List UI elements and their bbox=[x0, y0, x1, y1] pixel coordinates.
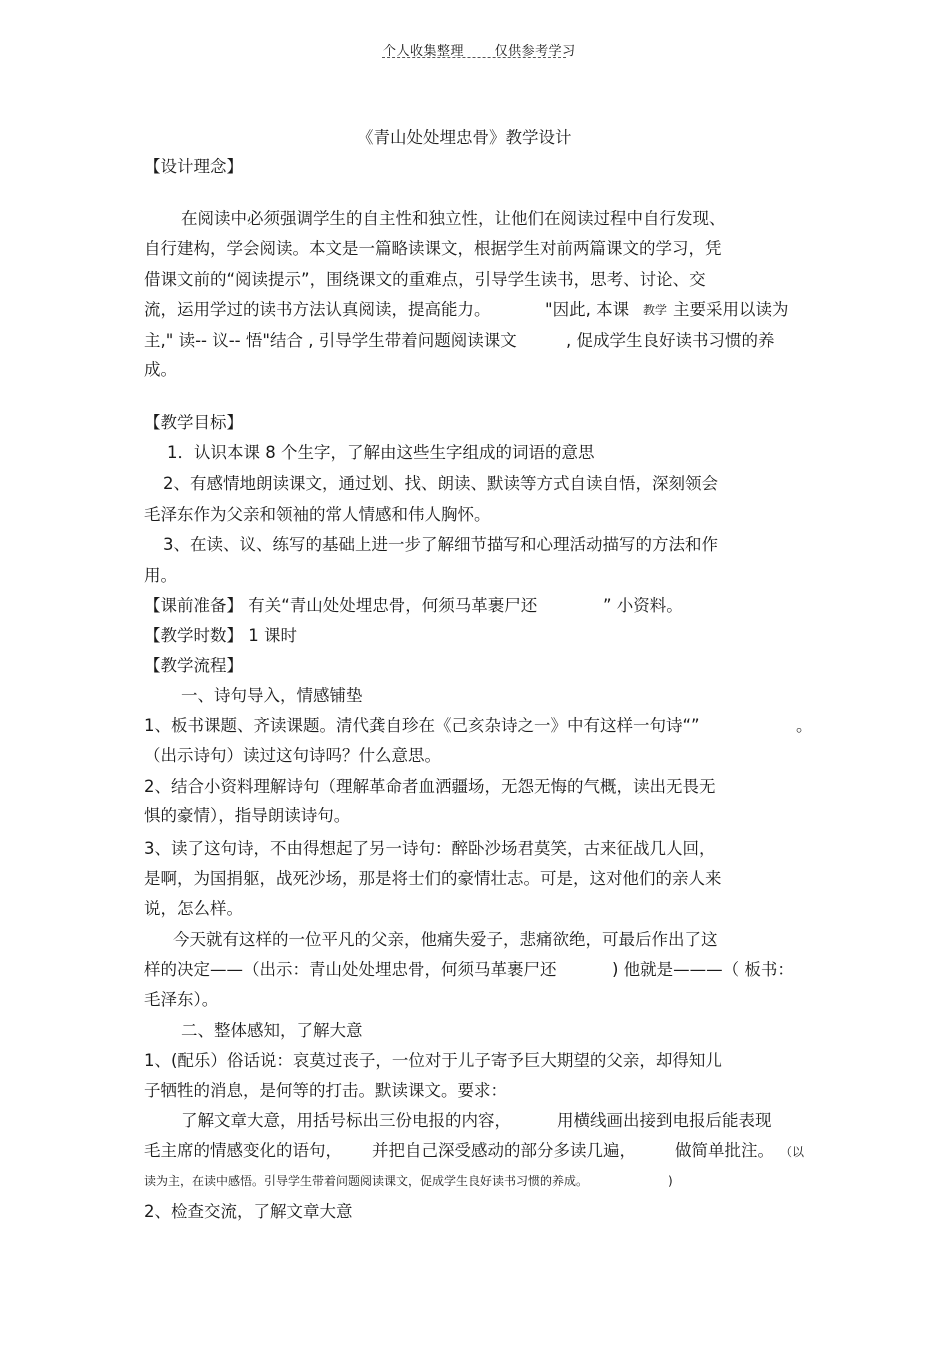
step-line: 是啊，为国捐躯，战死沙场，那是将士们的豪情壮志。可是，这对他们的亲人来 bbox=[144, 869, 722, 888]
step-line: 1、(配乐）俗话说：哀莫过丧子，一位对于儿子寄予巨大期望的父亲，却得知儿 bbox=[144, 1051, 722, 1070]
paragraph-line: 自行建构，学会阅读。本文是一篇略读课文，根据学生对前两篇课文的学习，凭 bbox=[144, 239, 722, 258]
note-line: 读为主，在读中感悟。引导学生带着问题阅读课文，促成学生良好读书习惯的养成。 bbox=[144, 1174, 589, 1188]
section-heading-design-concept: 【设计理念】 bbox=[144, 157, 243, 176]
step-fragment: 。 bbox=[796, 716, 813, 735]
step-line: 2、结合小资料理解诗句（理解革命者血洒疆场，无怨无悔的气概，读出无畏无 bbox=[144, 777, 716, 796]
paragraph-fragment: , 促成学生良好读书习惯的养 bbox=[566, 331, 775, 350]
section-preparation: 【课前准备】 有关“青山处处埋忠骨，何须马革裹尸还 bbox=[144, 596, 538, 615]
goal-item-1: 1．认识本课 8 个生字，了解由这些生字组成的词语的意思 bbox=[167, 443, 595, 462]
paragraph-line: 流，运用学过的读书方法认真阅读，提高能力。 bbox=[144, 300, 491, 319]
paragraph-line: 主," 读-- 议-- 悟"结合 , 引导学生带着问题阅读课文 bbox=[144, 331, 517, 350]
step-line: 今天就有这样的一位平凡的父亲，他痛失爱子，悲痛欲绝，可最后作出了这 bbox=[173, 930, 718, 949]
step-line: 样的决定——（出示：青山处处埋忠骨，何须马革裹尸还 bbox=[144, 960, 557, 979]
paragraph-fragment-small: 教学 bbox=[643, 303, 668, 317]
paragraph-fragment: 主要采用以读为 bbox=[673, 300, 789, 319]
paragraph-line: 借课文前的“阅读提示”，围绕课文的重难点，引导学生读书，思考、讨论、交 bbox=[144, 270, 706, 289]
step-heading-2: 二、整体感知，了解大意 bbox=[181, 1021, 363, 1040]
goal-item-3-cont: 用。 bbox=[144, 566, 177, 585]
goal-item-2: 2、有感情地朗读课文，通过划、找、朗读、默读等方式自读自悟，深刻领会 bbox=[163, 474, 718, 493]
step-line: 子牺牲的消息，是何等的打击。默读课文。要求： bbox=[144, 1081, 507, 1100]
step-heading-1: 一、诗句导入，情感铺垫 bbox=[181, 686, 363, 705]
goal-item-3: 3、在读、议、练写的基础上进一步了解细节描写和心理活动描写的方法和作 bbox=[163, 535, 718, 554]
step-fragment: 并把自己深受感动的部分多读几遍， bbox=[372, 1141, 636, 1160]
step-line: 了解文章大意，用括号标出三份电报的内容， bbox=[181, 1111, 511, 1130]
document-title: 《青山处处埋忠骨》教学设计 bbox=[357, 128, 572, 147]
step-line: 2、检查交流，了解文章大意 bbox=[144, 1202, 353, 1221]
step-fragment: 用横线画出接到电报后能表现 bbox=[557, 1111, 772, 1130]
note-fragment: ) bbox=[668, 1174, 673, 1188]
note-fragment: （以 bbox=[780, 1145, 805, 1159]
step-line: 3、读了这句诗，不由得想起了另一诗句：醉卧沙场君莫笑，古来征战几人回， bbox=[144, 839, 716, 858]
step-line: 1、板书课题、齐读课题。清代龚自珍在《己亥杂诗之一》中有这样一句诗“” bbox=[144, 716, 700, 735]
step-line: 说，怎么样。 bbox=[144, 899, 243, 918]
step-line: 毛泽东）。 bbox=[144, 990, 219, 1009]
paragraph-line: 在阅读中必须强调学生的自主性和独立性，让他们在阅读过程中自行发现、 bbox=[181, 209, 726, 228]
header-left-text: 个人收集整理 bbox=[383, 44, 465, 59]
section-teaching-hours: 【教学时数】 1 课时 bbox=[144, 626, 297, 645]
paragraph-fragment: "因此, 本课 bbox=[545, 300, 630, 319]
goal-item-2-cont: 毛泽东作为父亲和领袖的常人情感和伟人胸怀。 bbox=[144, 505, 491, 524]
header-right-text: 仅供参考学习 bbox=[494, 44, 576, 59]
step-fragment: ) 他就是———（ 板书： bbox=[612, 960, 794, 979]
section-preparation-end: ” 小资料。 bbox=[603, 596, 683, 615]
step-line: （出示诗句）读过这句诗吗？什么意思。 bbox=[144, 746, 441, 765]
section-heading-teaching-process: 【教学流程】 bbox=[144, 656, 243, 675]
step-line: 惧的豪情），指导朗读诗句。 bbox=[144, 806, 351, 825]
step-line: 毛主席的情感变化的语句， bbox=[144, 1141, 342, 1160]
paragraph-line: 成。 bbox=[144, 360, 177, 379]
step-fragment: 做简单批注。 bbox=[675, 1141, 774, 1160]
header-divider bbox=[382, 57, 566, 58]
section-heading-teaching-goals: 【教学目标】 bbox=[144, 413, 243, 432]
